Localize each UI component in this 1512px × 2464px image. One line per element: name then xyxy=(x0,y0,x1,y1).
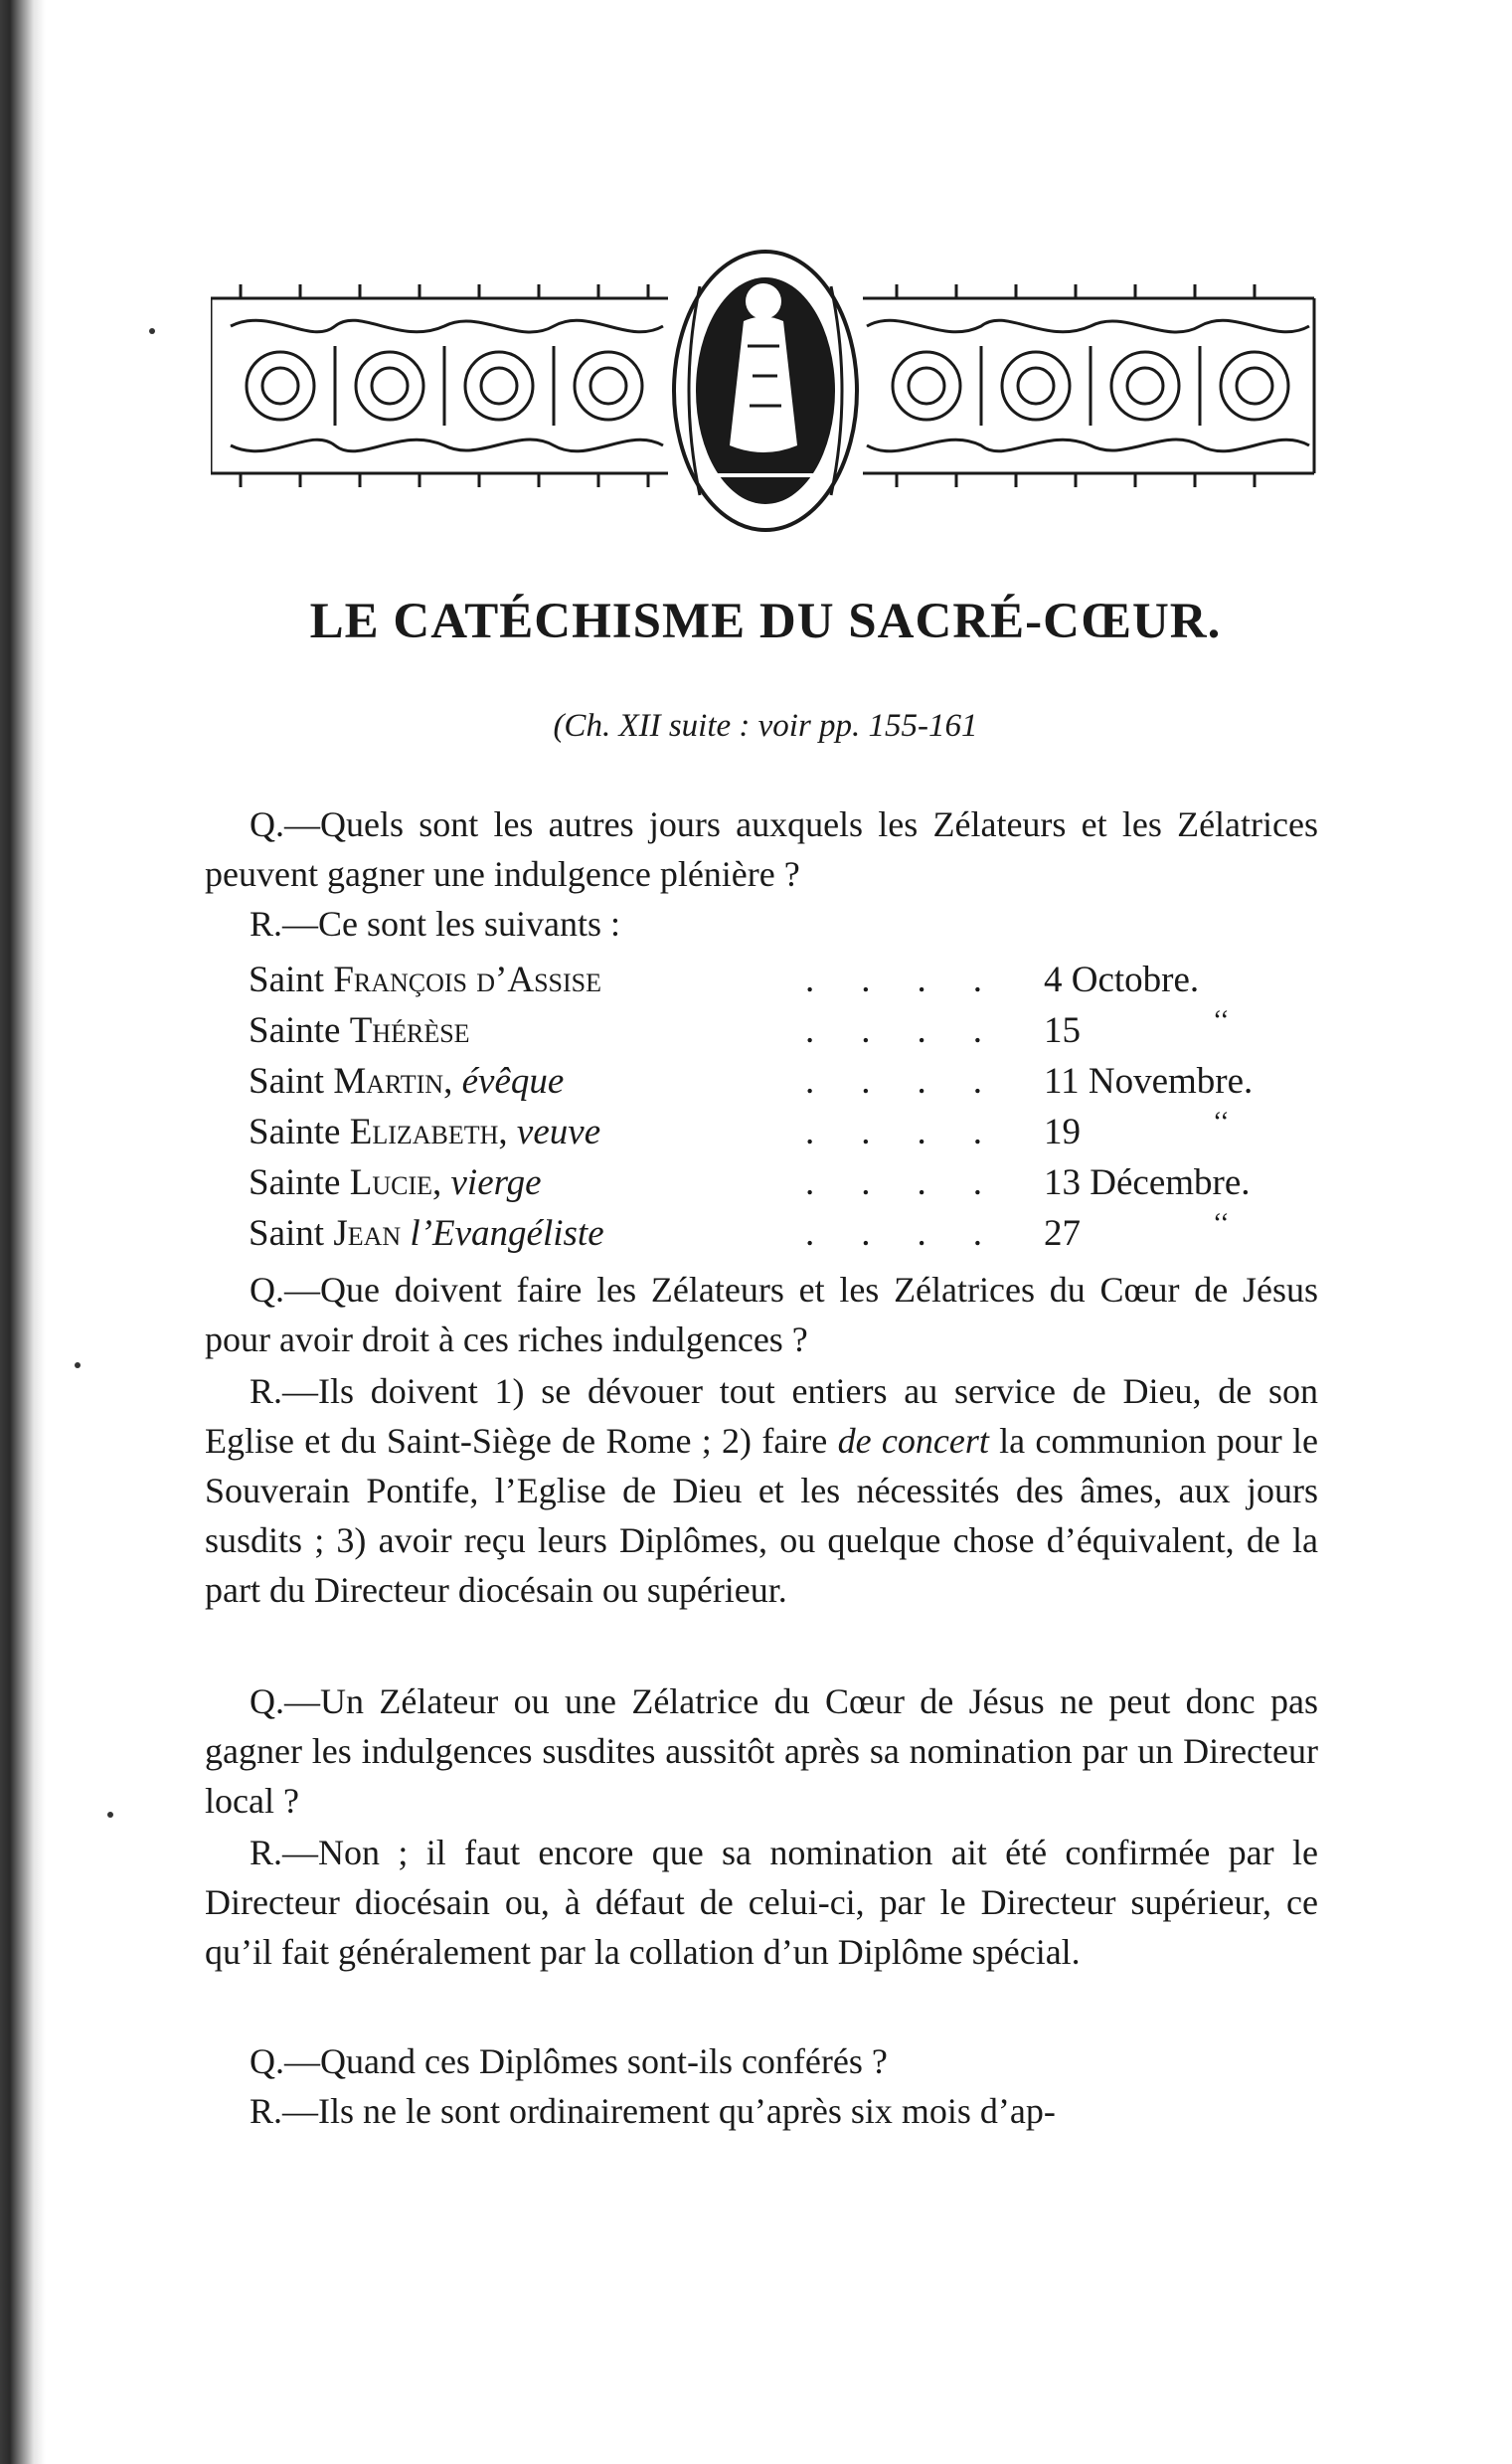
feast-row: Sainte Thérèse .... 15 ‘‘ xyxy=(249,1005,1230,1051)
margin-mark xyxy=(107,1812,113,1818)
feast-row: Saint Jean l’Evangéliste .... 27 ‘‘ xyxy=(249,1208,1230,1254)
feast-row: Saint Martin, évêque .... 11 Novembre. xyxy=(249,1061,1254,1102)
question-2: Q.—Que doivent faire les Zélateurs et les Zélatrices du Cœur de Jésus pour avoir droit à ces riches indulgences ? xyxy=(205,1270,1318,1359)
feast-row: Sainte Elizabeth, veuve .... 19 ‘‘ xyxy=(249,1107,1230,1152)
feast-list xyxy=(249,955,1322,1259)
ornamental-header-icon xyxy=(211,247,1320,535)
page-title: LE CATÉCHISME DU SACRÉ-CŒUR. xyxy=(309,594,1222,649)
margin-mark xyxy=(75,1362,81,1368)
feast-row: Saint François d’Assise .... 4 Octobre. xyxy=(249,960,1200,1000)
answer-4: R.—Ils ne le sont ordinairement qu’après six mois d’ap- xyxy=(250,2091,1056,2131)
chapter-reference: (Ch. XII suite : voir pp. 155-161 xyxy=(553,708,978,744)
question-4: Q.—Quand ces Diplômes sont-ils conférés ? xyxy=(250,2041,888,2081)
binding-edge-shadow xyxy=(0,0,46,2464)
answer-1: R.—Ce sont les suivants : xyxy=(250,904,621,944)
answer-2: R.—Ils doivent 1) se dévouer tout entiers au service de Dieu, de son Eglise et du Saint-Siège de Rome ; 2) faire de concert la communion pour le Souverain Pontife, l’Eglise de Dieu et les nécessités des âmes, aux jours susdits ; 3) avoir reçu leurs Diplômes, ou quelque chose d’équivalent, de la part du Directeur diocésain ou supérieur. xyxy=(205,1371,1318,1610)
ornamental-header xyxy=(211,247,1320,535)
margin-mark xyxy=(149,328,155,334)
answer-3: R.—Non ; il faut encore que sa nomination ait été confirmée par le Directeur diocésain ou, à défaut de celui-ci, par le Directeur supérieur, ce qu’il fait généralement par la collation d’un Diplôme spécial. xyxy=(205,1833,1318,1972)
saint-medallion-icon xyxy=(674,252,857,530)
question-3: Q.—Un Zélateur ou une Zélatrice du Cœur de Jésus ne peut donc pas gagner les indulgences susdites aussitôt après sa nomination par un Directeur local ? xyxy=(205,1681,1318,1821)
feast-row: Sainte Lucie, vierge .... 13 Décembre. xyxy=(249,1162,1251,1203)
question-1: Q.—Quels sont les autres jours auxquels les Zélateurs et les Zélatrices peuvent gagner une indulgence plénière ? xyxy=(205,804,1318,894)
